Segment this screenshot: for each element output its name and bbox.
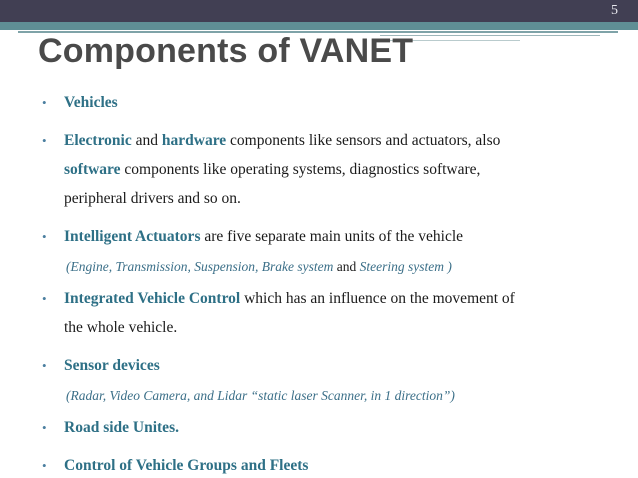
actuators-note bbox=[40, 256, 610, 278]
slide-title: Components of VANET bbox=[38, 32, 414, 70]
page-number: 5 bbox=[611, 3, 618, 18]
bullet-icon: • bbox=[42, 458, 47, 473]
bullet-item-vehicles bbox=[40, 88, 610, 117]
bullet-text: peripheral drivers and so on. bbox=[64, 190, 241, 207]
bullet-icon: • bbox=[42, 420, 47, 435]
sensors-note: (Radar, Video Camera, and Lidar “static laser Scanner, in 1 direction”) bbox=[66, 388, 455, 403]
bullet-keyword: Sensor devices bbox=[64, 357, 160, 374]
bullet-list bbox=[40, 88, 610, 478]
bullet-icon: • bbox=[42, 229, 47, 244]
bullet-text: the whole vehicle. bbox=[64, 319, 178, 336]
bullet-text: components like operating systems, diagnostics software, bbox=[120, 161, 481, 178]
bullet-text: are five separate main units of the vehicle bbox=[200, 228, 464, 245]
bullet-item-electronic bbox=[40, 126, 610, 213]
bullet-keyword: Integrated Vehicle Control bbox=[64, 290, 241, 307]
note-text: (Engine, Transmission, Suspension, Brake system bbox=[66, 259, 334, 274]
bullet-keyword: hardware bbox=[161, 132, 227, 149]
bullet-item-actuators bbox=[40, 222, 610, 251]
note-text: ) bbox=[443, 259, 452, 274]
bullet-item-sensor-devices bbox=[40, 351, 610, 380]
bullet-keyword: software bbox=[64, 161, 121, 178]
bullet-icon: • bbox=[42, 133, 47, 148]
bullet-text: which has an influence on the movement of bbox=[240, 290, 515, 307]
teal-band bbox=[0, 22, 638, 30]
bullet-keyword: Road side Unites. bbox=[64, 419, 179, 436]
bullet-keyword: Intelligent Actuators bbox=[64, 228, 201, 245]
bullet-icon: • bbox=[42, 358, 47, 373]
bullet-item-vehicle-groups bbox=[40, 451, 610, 478]
bullet-text: and bbox=[131, 132, 162, 149]
bullet-item-road-side-units bbox=[40, 413, 610, 442]
bullet-icon: • bbox=[42, 95, 47, 110]
bullet-keyword: Control of Vehicle Groups and Fleets bbox=[64, 457, 309, 474]
top-bar bbox=[0, 0, 638, 22]
bullet-text: components like sensors and actuators, also bbox=[226, 132, 501, 149]
bullet-keyword: Vehicles bbox=[64, 94, 118, 111]
bullet-icon: • bbox=[42, 291, 47, 306]
note-text: Steering system bbox=[359, 259, 444, 274]
bullet-keyword: Electronic bbox=[64, 132, 132, 149]
bullet-item-integrated-control bbox=[40, 284, 610, 342]
note-text: and bbox=[333, 259, 360, 274]
